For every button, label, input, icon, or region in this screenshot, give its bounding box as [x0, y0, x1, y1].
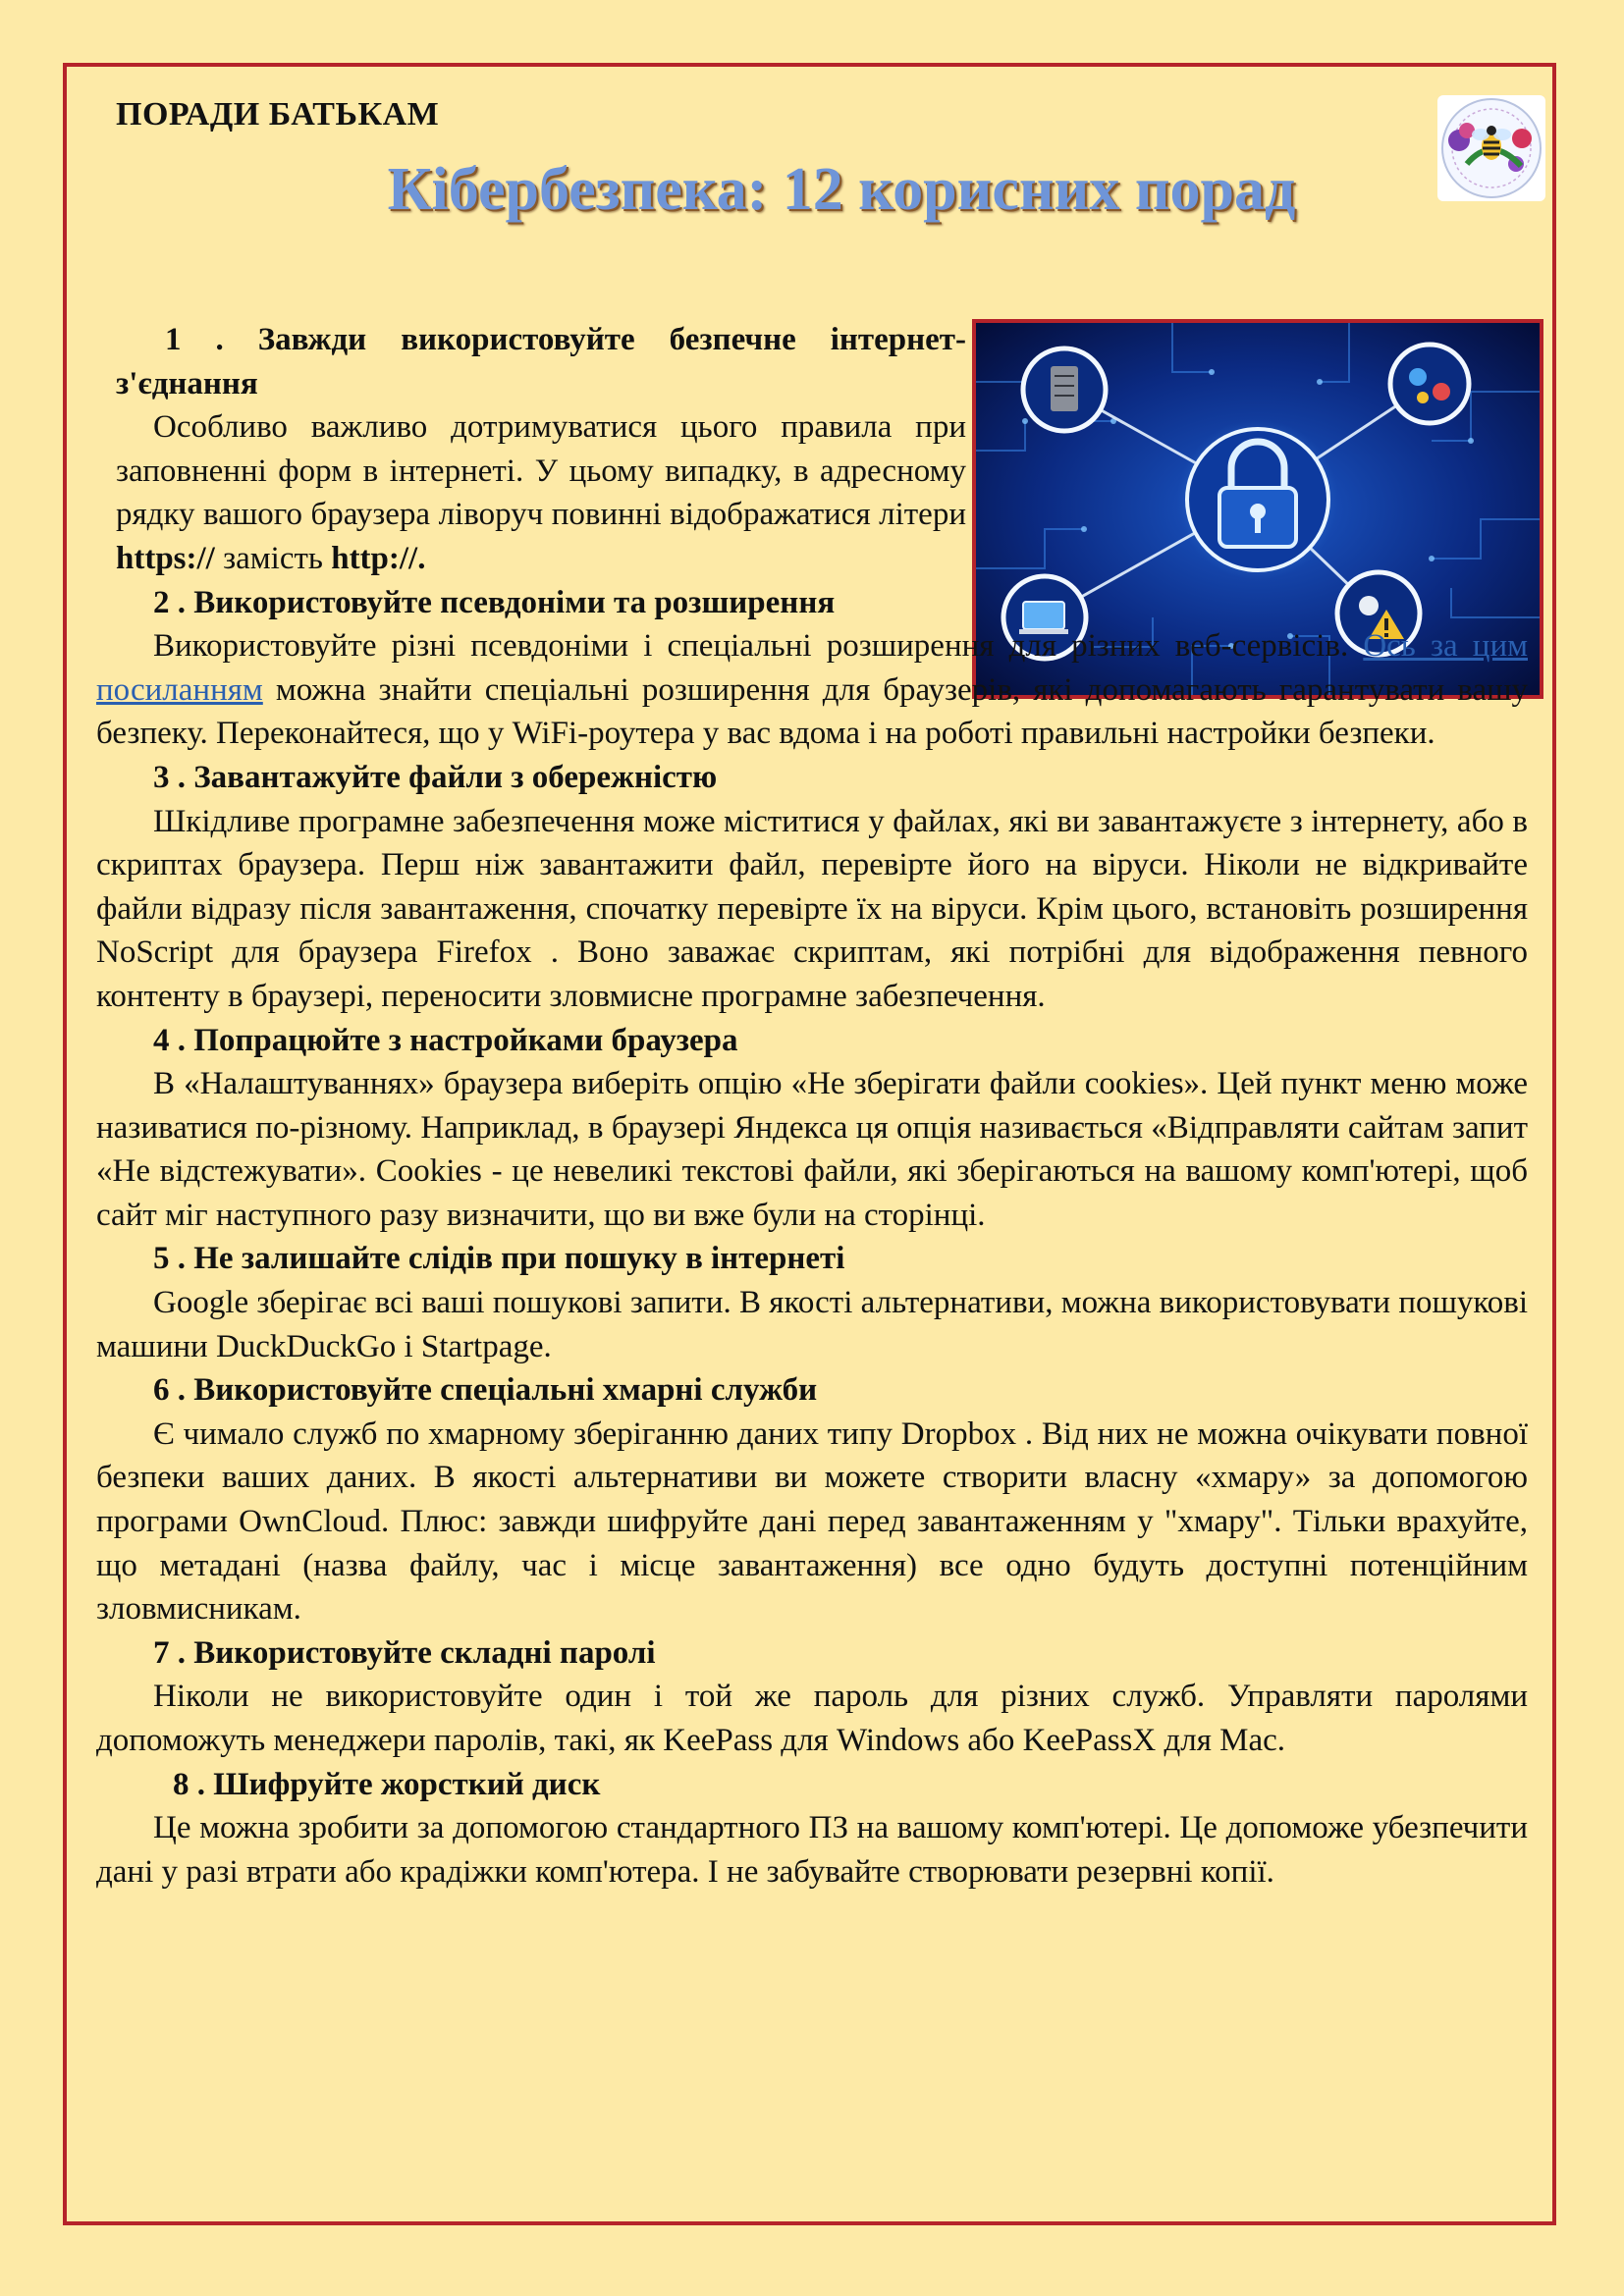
tip-6-heading: 6 . Використовуйте спеціальні хмарні служби	[153, 1372, 818, 1409]
tip-5-heading: 5 . Не залишайте слідів при пошуку в інтернеті	[153, 1241, 845, 1277]
tip-8-heading: 8 . Шифруйте жорсткий диск	[173, 1766, 601, 1802]
tip-1-body: Особливо важливо дотримуватися цього правила при заповненні форм в інтернеті. У цьому випадку, в адресному рядку вашого браузера ліворуч повинні відображатися літери https:// замість http://.	[116, 409, 966, 576]
school-logo-icon	[1437, 95, 1545, 201]
tip-3-heading: 3 . Завантажуйте файли з обережністю	[153, 759, 718, 795]
tip-7-body: Ніколи не використовуйте один і той же пароль для різних служб. Управляти паролями допоможуть менеджери паролів, такі, як KeePass для Windows або KeePassX для Mac.	[96, 1679, 1528, 1758]
tip-2-heading: 2 . Використовуйте псевдоніми та розширення	[153, 584, 836, 620]
tip-7-heading: 7 . Використовуйте складні паролі	[153, 1634, 656, 1671]
tip-4-body: В «Налаштуваннях» браузера виберіть опцію «Не зберігати файли cookies». Цей пункт меню може називатися по-різному. Наприклад, в браузері Яндекса ця опція називається «Відправляти сайтам запит «Не відстежувати». Cookies - це невеликі текстові файли, які зберігаються на вашому комп'ютері, щоб сайт міг наступного разу визначити, що ви вже були на сторінці.	[96, 1066, 1528, 1233]
tip-1-heading: 1 . Завжди використовуйте безпечне інтернет-з'єднання	[116, 322, 966, 401]
extensions-link[interactable]: Ось за цим посиланням	[96, 628, 1528, 708]
tip-3-body: Шкідливе програмне забезпечення може міститися у файлах, які ви завантажуєте з інтернету, або в скриптах браузера. Перш ніж завантажити файл, перевірте його на віруси. Ніколи не відкривайте файли відразу після завантаження, спочатку перевірте їх на віруси. Крім цього, встановіть розширення NoScript для браузера Firefox . Воно заважає скриптам, які потрібні для відображення певного контенту в браузері, переносити зловмисне програмне забезпечення.	[96, 803, 1528, 1014]
tip-5-body: Google зберігає всі ваші пошукові запити. В якості альтернативи, можна використовувати пошукові машини DuckDuckGo і Startpage.	[96, 1285, 1528, 1364]
article-body	[96, 318, 1528, 1894]
tip-8-body: Це можна зробити за допомогою стандартного ПЗ на вашому комп'ютері. Це допоможе убезпечити дані у разі втрати або крадіжки комп'ютера. І не забувайте створювати резервні копії.	[96, 1810, 1528, 1890]
page-title: Кібербезпека: 12 корисних порад	[387, 156, 1296, 223]
tip-2-body: Використовуйте різні псевдоніми і спеціальні розширення для різних веб-сервісів. Ось за цим посиланням можна знайти спеціальні розширення для браузерів, які допомагають гарантувати вашу безпеку. Переконайтеся, що у WiFi-роутера у вас вдома і на роботі правильні настройки безпеки.	[96, 628, 1528, 752]
section-label: ПОРАДИ БАТЬКАМ	[116, 96, 440, 133]
tip-6-body: Є чимало служб по хмарному зберіганню даних типу Dropbox . Від них не можна очікувати повної безпеки ваших даних. В якості альтернативи ви можете створити власну «хмару» за допомогою програми OwnCloud. Плюс: завжди шифруйте дані перед завантаженням у "хмару". Тільки врахуйте, що метадані (назва файлу, час і місце завантаження) все одно будуть доступні потенційним зловмисникам.	[96, 1415, 1528, 1628]
tip-4-heading: 4 . Попрацюйте з настройками браузера	[153, 1022, 738, 1058]
